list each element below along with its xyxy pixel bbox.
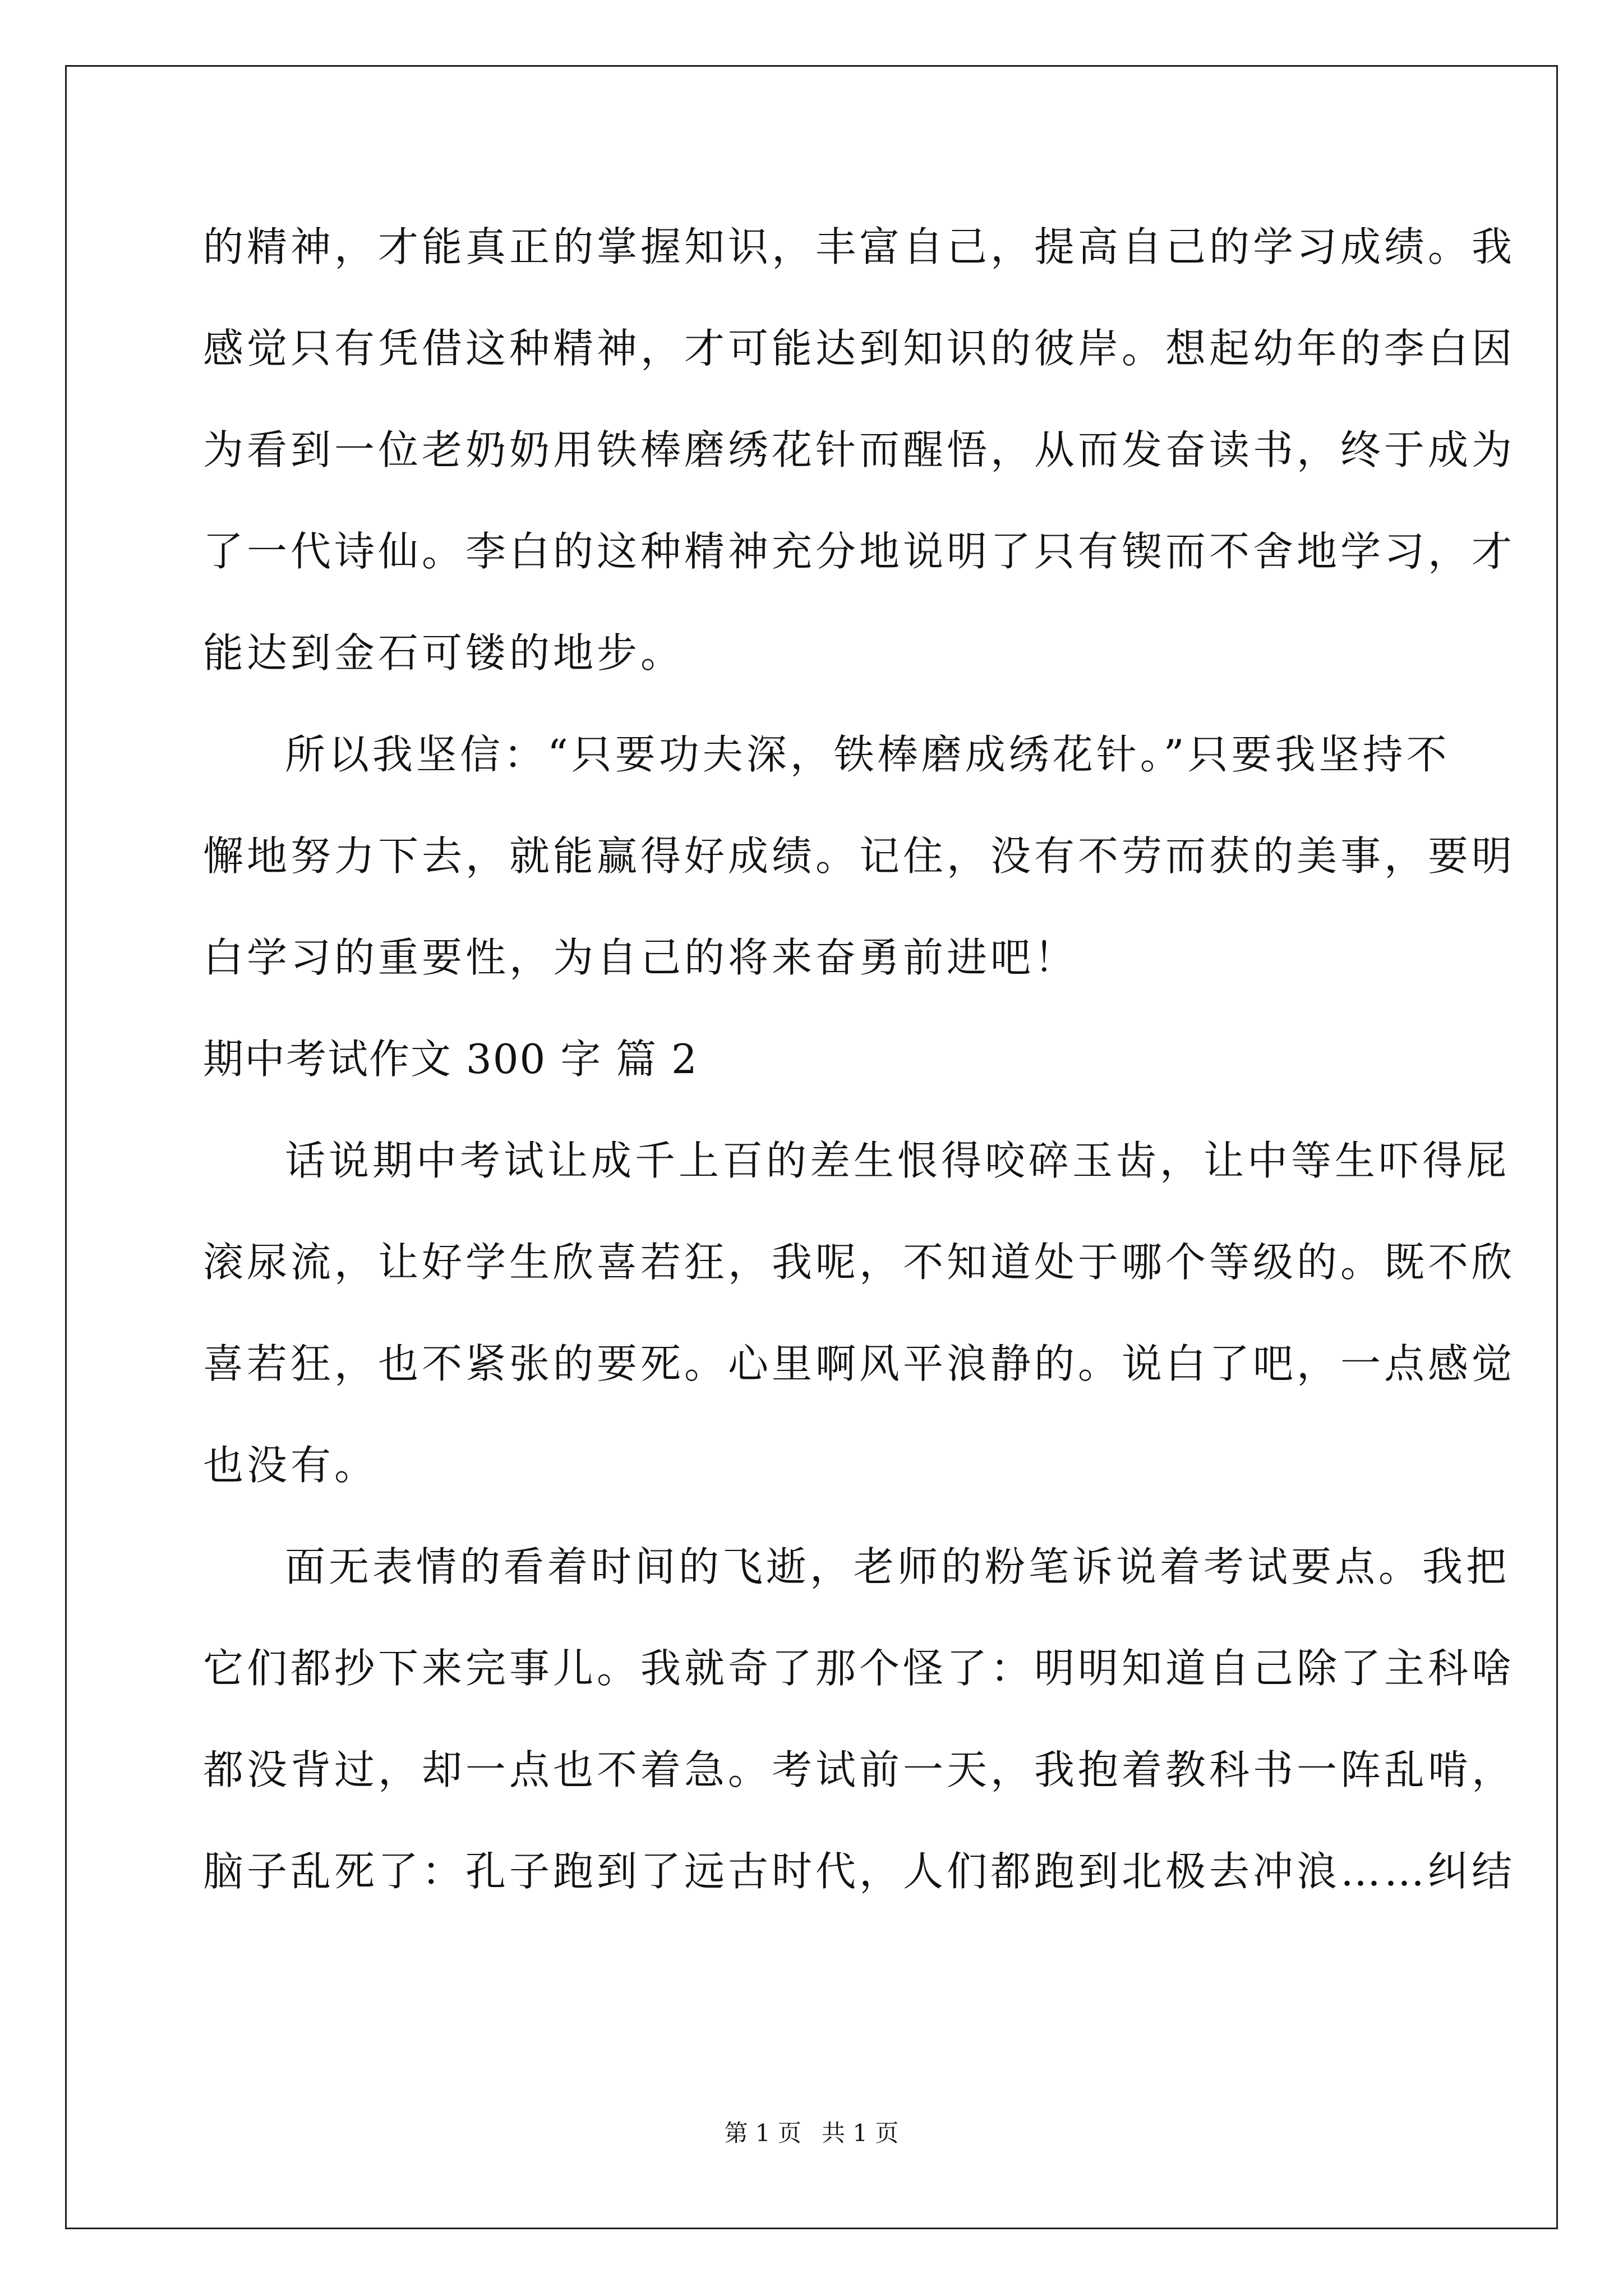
paragraph-line: 为看到一位老奶奶用铁棒磨绣花针而醒悟，从而发奋读书，终于成为	[203, 426, 1516, 473]
paragraph-line: 它们都抄下来完事儿。我就奇了那个怪了：明明知道自己除了主科啥	[203, 1645, 1516, 1692]
paragraph-line: 脑子乱死了：孔子跑到了远古时代，人们都跑到北极去冲浪……纠结	[203, 1848, 1516, 1895]
paragraph-line: 白学习的重要性，为自己的将来奋勇前进吧！	[203, 934, 1078, 981]
paragraph-line: 的精神，才能真正的掌握知识，丰富自己，提高自己的学习成绩。我	[203, 223, 1516, 270]
paragraph-line: 所以我坚信：“只要功夫深，铁棒磨成绣花针。”只要我坚持不	[285, 731, 1450, 778]
paragraph-line: 也没有。	[203, 1442, 379, 1489]
paragraph-line: 懈地努力下去，就能赢得好成绩。记住，没有不劳而获的美事，要明	[203, 832, 1516, 880]
section-heading: 期中考试作文 300 字 篇 2	[203, 1036, 698, 1083]
page-total: 共 1 页	[822, 2119, 899, 2147]
paragraph-line: 能达到金石可镂的地步。	[203, 629, 685, 677]
paragraph-line: 了一代诗仙。李白的这种精神充分地说明了只有锲而不舍地学习，才	[203, 528, 1516, 575]
paragraph-line: 话说期中考试让成千上百的差生恨得咬碎玉齿，让中等生吓得屁	[285, 1137, 1510, 1184]
paragraph-line: 都没背过，却一点也不着急。考试前一天，我抱着教科书一阵乱啃，	[203, 1746, 1516, 1793]
paragraph-line: 滚尿流，让好学生欣喜若狂，我呢，不知道处于哪个等级的。既不欣	[203, 1239, 1516, 1286]
paragraph-line: 感觉只有凭借这种精神，才可能达到知识的彼岸。想起幼年的李白因	[203, 325, 1516, 372]
document-body	[203, 213, 1516, 1939]
paragraph-line: 面无表情的看着时间的飞逝，老师的粉笔诉说着考试要点。我把	[285, 1543, 1510, 1590]
page-number: 第 1 页	[724, 2119, 801, 2147]
page-footer	[0, 2115, 1623, 2148]
paragraph-line: 喜若狂，也不紧张的要死。心里啊风平浪静的。说白了吧，一点感觉	[203, 1340, 1516, 1387]
